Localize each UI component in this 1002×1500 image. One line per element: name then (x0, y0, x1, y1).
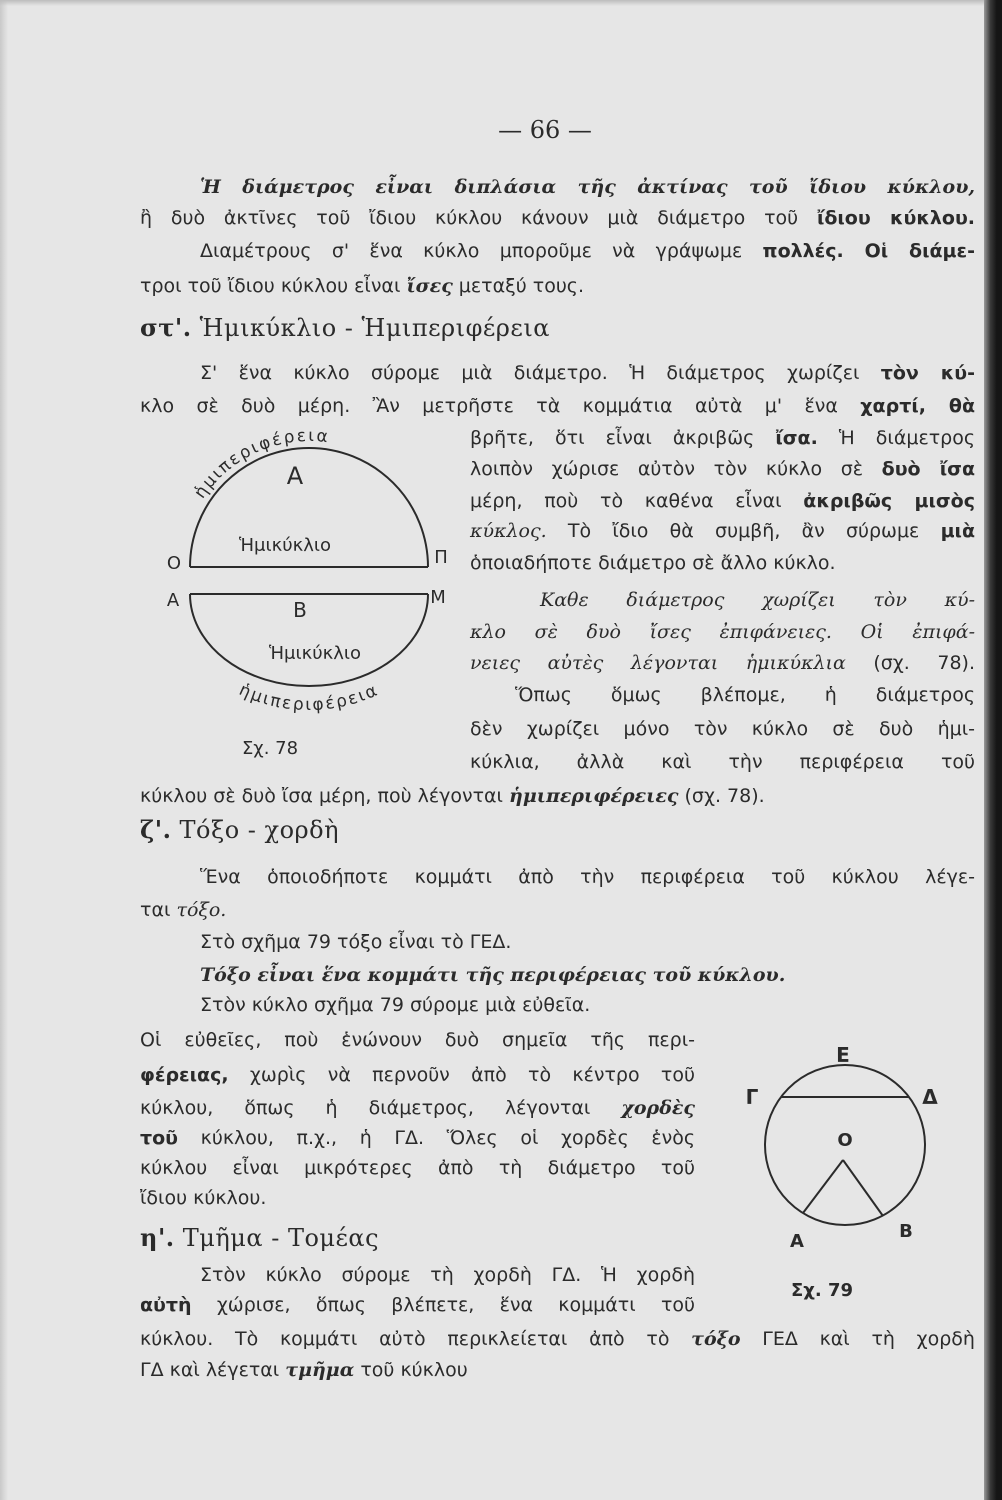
text-line (200, 175, 975, 199)
text-segment: νειες αὐτὲς λέγονται ἡμικύκλια (470, 652, 846, 674)
text-segment: φέρειας, (140, 1064, 229, 1086)
text-line (140, 1358, 468, 1382)
section-number: η'. (140, 1223, 175, 1252)
text-segment: τροι τοῦ ἴδιου κύκλου εἶναι (140, 275, 407, 297)
text-segment: τόξο (691, 1328, 741, 1350)
text-segment: ἀκριβῶς μισὸς (803, 490, 975, 512)
text-segment: κύκλου, ὅπως ἡ διάμετρος, λέγονται (140, 1097, 622, 1119)
text-line (200, 361, 975, 385)
text-segment: Ὅπως ὅμως βλέπομε, ἡ διάμετρος (515, 684, 975, 706)
text-line (470, 551, 836, 575)
page-number: — 66 — (498, 116, 592, 144)
center-o-label: Ο (837, 1130, 853, 1151)
text-line (470, 457, 975, 481)
text-line (470, 426, 975, 450)
text-segment: ΓΕΔ καὶ τὴ χορδὴ (740, 1328, 975, 1350)
section-heading (140, 816, 339, 844)
text-segment: κλο σὲ δυὸ μέρη. Ἂν μετρῆστε τὰ κομμάτια αὐτὰ μ' ἕνα (140, 395, 861, 417)
point-a-label: Α (166, 590, 180, 611)
text-segment: Οἱ εὐθεῖες, ποὺ ἑνώνουν δυὸ σημεῖα τῆς περι- (140, 1029, 695, 1051)
section-heading (140, 314, 550, 342)
text-segment: ὁποιαδήποτε διάμετρο σὲ ἄλλο κύκλο. (470, 552, 836, 574)
text-line (470, 519, 975, 543)
text-line (540, 588, 975, 612)
point-a-label: Α (790, 1231, 804, 1252)
text-segment: τοῦ (140, 1127, 179, 1149)
text-segment: αὐτὴ (140, 1294, 192, 1316)
section-title: Τόξο - χορδὴ (171, 816, 339, 844)
text-line (470, 717, 975, 741)
point-p-label: Π (434, 547, 448, 568)
section-number: ζ'. (140, 815, 172, 844)
text-segment: Τὸ ἴδιο θὰ συμβῆ, ἂν σύρωμε (546, 520, 941, 542)
text-segment: μέρη, ποὺ τὸ καθένα εἶναι (470, 490, 804, 512)
text-line (470, 651, 975, 675)
text-segment: (σχ. 78). (845, 652, 975, 674)
point-b-label: Β (899, 1221, 913, 1242)
lower-region-letter: Β (293, 598, 307, 622)
figure-79 (730, 1040, 960, 1310)
text-segment: (σχ. 78). (678, 785, 765, 807)
text-segment: ἡμιπεριφέρειες (509, 785, 679, 807)
text-line (470, 620, 975, 644)
text-segment: ἢ δυὸ ἀκτῖνες τοῦ ἴδιου κύκλου κάνουν μιὰ διάμετρο τοῦ (140, 207, 817, 229)
text-line (140, 1028, 695, 1052)
text-line (200, 865, 975, 889)
text-line (140, 394, 975, 418)
figure-78 (160, 420, 460, 770)
text-segment: ται (140, 899, 177, 921)
text-line (200, 239, 975, 263)
text-segment: τὸν κύ- (880, 362, 976, 384)
upper-region-label: Ἡμικύκλιο (239, 535, 331, 556)
text-line (140, 206, 975, 230)
text-line (140, 898, 226, 922)
text-segment: Στὸ σχῆμα 79 τόξο εἶναι τὸ ΓΕΔ. (200, 931, 512, 953)
text-segment: κλο σὲ δυὸ ἴσες ἐπιφάνειες. Οἱ ἐπιφά- (470, 621, 975, 643)
text-line (140, 1156, 695, 1180)
upper-arc-label: ἡμιπεριφέρεια (190, 425, 331, 503)
text-segment: λοιπὸν χώρισε αὐτὸν τὸν κύκλο σὲ (470, 458, 882, 480)
section-number: στ'. (140, 313, 192, 342)
text-segment: πολλές. Οἱ διάμε- (762, 240, 975, 262)
text-segment: χώρισε, ὅπως βλέπετε, ἕνα κομμάτι τοῦ (191, 1294, 695, 1316)
scan-top-edge (0, 0, 1002, 6)
text-segment: κύκλου. Τὸ κομμάτι αὐτὸ περικλείεται ἀπὸ τὸ (140, 1328, 692, 1350)
text-segment: τόξο. (176, 899, 227, 921)
text-segment: Τόξο εἶναι ἕνα κομμάτι τῆς περιφέρειας τοῦ κύκλου. (200, 964, 786, 986)
text-segment: ἴσες (406, 275, 453, 297)
text-line (200, 930, 511, 954)
scan-right-edge (984, 0, 1002, 1500)
figure-79-caption: Σχ. 79 (790, 1280, 854, 1301)
radius-oa (803, 1160, 843, 1213)
lower-region-label: Ἡμικύκλιο (269, 643, 361, 664)
text-segment: δυὸ ἴσα (881, 458, 975, 480)
text-line (140, 1063, 695, 1087)
section-title: Ἡμικύκλιο - Ἡμιπεριφέρεια (191, 314, 550, 342)
text-segment: Στὸν κύκλο σύρομε τὴ χορδὴ ΓΔ. Ἡ χορδὴ (200, 1264, 695, 1286)
text-segment: ἴδιου κύκλου. (816, 207, 975, 229)
upper-region-letter: Α (286, 462, 304, 490)
text-line (200, 1263, 695, 1287)
text-segment: Ἡ διάμετρος εἶναι διπλάσια τῆς ἀκτίνας τοῦ ἴδιου κύκλου, (200, 176, 975, 198)
point-g-label: Γ (745, 1085, 759, 1109)
lower-semicircle-arc (190, 594, 428, 686)
text-line (200, 963, 785, 987)
text-segment: κύκλια, ἀλλὰ καὶ τὴν περιφέρεια τοῦ (470, 751, 975, 773)
text-segment: Καθε διάμετρος χωρίζει τὸν κύ- (540, 589, 975, 611)
text-line (140, 784, 765, 808)
text-segment: χορδὲς (621, 1097, 695, 1119)
text-segment: κύκλου εἶναι μικρότερες ἀπὸ τὴ διάμετρο τοῦ (140, 1157, 695, 1179)
text-segment: ΓΔ καὶ λέγεται (140, 1359, 286, 1381)
text-line (140, 1293, 695, 1317)
section-heading (140, 1224, 379, 1252)
text-line (470, 489, 975, 513)
text-line (140, 1186, 266, 1210)
radius-ob (843, 1160, 883, 1216)
text-segment: δὲν χωρίζει μόνο τὸν κύκλο σὲ δυὸ ἡμι- (470, 718, 975, 740)
text-line (140, 1126, 695, 1150)
text-segment: βρῆτε, ὅτι εἶναι ἀκριβῶς (470, 427, 776, 449)
text-segment: Ἕνα ὁποιοδήποτε κομμάτι ἀπὸ τὴν περιφέρεια τοῦ κύκλου λέγε- (200, 866, 975, 888)
text-line (140, 1327, 975, 1351)
text-segment: τοῦ κύκλου (354, 1359, 468, 1381)
text-line (140, 274, 584, 298)
text-segment: ἴσα. (775, 427, 818, 449)
text-segment: μιὰ (940, 520, 975, 542)
text-segment: ἴδιου κύκλου. (140, 1187, 267, 1209)
point-e-label: Ε (836, 1043, 850, 1067)
figure-78-caption: Σχ. 78 (241, 738, 299, 759)
text-segment: κύκλου, π.χ., ἡ ΓΔ. Ὅλες οἱ χορδὲς ἑνὸς (178, 1127, 695, 1149)
text-line (140, 1096, 695, 1120)
scan-left-edge (0, 0, 8, 1500)
point-o-label: Ο (166, 553, 182, 574)
point-m-label: Μ (430, 587, 446, 608)
text-segment: κύκλου σὲ δυὸ ἴσα μέρη, ποὺ λέγονται (140, 785, 510, 807)
lower-arc-label: ἡμιπεριφέρεια (236, 679, 382, 716)
text-segment: Διαμέτρους σ' ἕνα κύκλο μποροῦμε νὰ γράψωμε (200, 240, 763, 262)
text-segment: κύκλος. (470, 520, 547, 542)
point-d-label: Δ (922, 1085, 938, 1109)
text-segment: τμῆμα (285, 1359, 355, 1381)
text-line (470, 750, 975, 774)
text-segment: Στὸν κύκλο σχῆμα 79 σύρομε μιὰ εὐθεῖα. (200, 994, 591, 1016)
text-segment: μεταξύ τους. (452, 275, 585, 297)
section-title: Τμῆμα - Τομέας (174, 1224, 380, 1252)
text-line (200, 993, 590, 1017)
text-segment: Σ' ἕνα κύκλο σύρομε μιὰ διάμετρο. Ἡ διάμετρος χωρίζει (200, 362, 881, 384)
text-segment: Ἡ διάμετρος (817, 427, 975, 449)
text-line (515, 683, 975, 707)
text-segment: χαρτί, θὰ (860, 395, 975, 417)
text-segment: χωρὶς νὰ περνοῦν ἀπὸ τὸ κέντρο τοῦ (228, 1064, 695, 1086)
